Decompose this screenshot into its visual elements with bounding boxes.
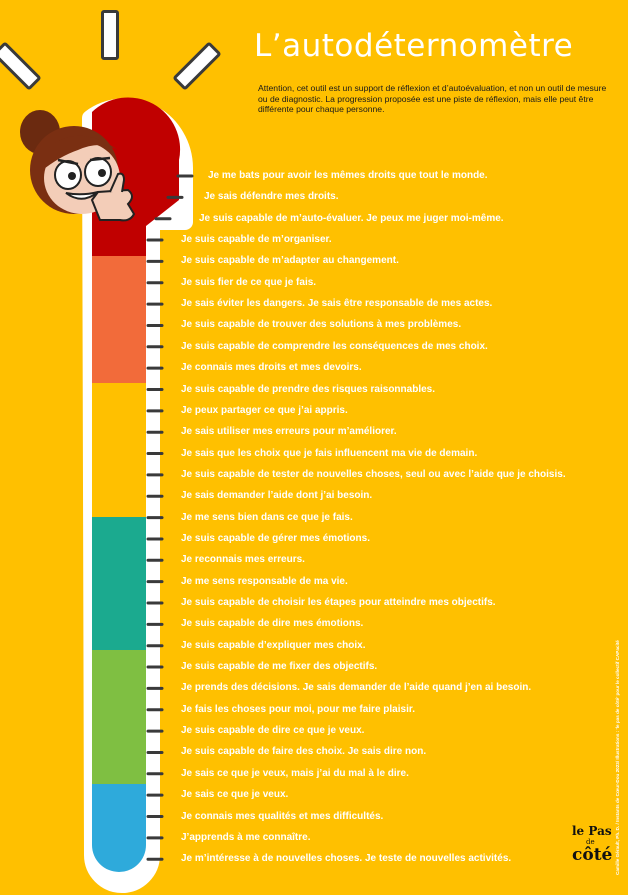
level-item: Je me sens bien dans ce que je fais. [181, 511, 353, 523]
level-item: Je suis capable de gérer mes émotions. [181, 532, 370, 544]
level-item: J’apprends à me connaître. [181, 831, 311, 843]
level-item: Je suis capable de choisir les étapes pour atteindre mes objectifs. [181, 597, 496, 608]
level-item: Je suis capable de trouver des solutions à mes problèmes. [181, 319, 462, 331]
level-item: Je suis capable de faire des choix. Je sais dire non. [181, 746, 427, 758]
level-item: Je suis capable de m’organiser. [181, 234, 332, 246]
level-item: Je sais éviter les dangers. Je sais être responsable de mes actes. [181, 298, 493, 310]
level-item: Je fais les choses pour moi, pour me faire plaisir. [181, 703, 415, 715]
level-item: Je suis capable d’expliquer mes choix. [181, 639, 366, 651]
level-item: Je suis capable de tester de nouvelles choses, seul ou avec l’aide que je choisis. [181, 468, 566, 480]
zone-blue [92, 784, 146, 872]
zone-teal [92, 517, 146, 650]
level-item: Je sais ce que je veux, mais j’ai du mal à le dire. [181, 767, 409, 779]
zone-green [92, 650, 146, 784]
level-item: Je peux partager ce que j’ai appris. [181, 404, 348, 416]
le-pas-de-cote-logo [572, 825, 618, 875]
level-item: Je m’intéresse à de nouvelles choses. Je teste de nouvelles activités. [181, 853, 512, 865]
level-item: Je me bats pour avoir les mêmes droits que tout le monde. [208, 170, 488, 181]
level-item: Je suis capable de m’auto-évaluer. Je peux me juger moi-même. [199, 212, 504, 224]
zone-orange [92, 256, 146, 383]
level-item: Je reconnais mes erreurs. [181, 554, 305, 566]
logo-line-3: côté [572, 845, 613, 865]
level-item: Je suis fier de ce que je fais. [181, 276, 317, 288]
level-item: Je suis capable de prendre des risques raisonnables. [181, 383, 435, 395]
logo-line-2: de [586, 838, 595, 846]
level-item: Je suis capable de dire mes émotions. [181, 618, 364, 630]
level-item: Je sais défendre mes droits. [204, 191, 339, 203]
level-item: Je connais mes qualités et mes difficultés. [181, 810, 384, 822]
page-title: L’autodéternomètre [254, 28, 574, 64]
credit-text: Camille Gérault, Ph. D. / Instants de Cœur-Dou 2023/ Illustrations : ‘le pas de côté’ pour le collectif CAPacité [615, 640, 620, 875]
level-item: Je suis capable de dire ce que je veux. [181, 725, 365, 737]
intro-text: Attention, cet outil est un support de réflexion et d’autoévaluation, et non un outil de mesure ou de diagnostic. La progression proposée est une piste de réflexion, mais elle peut être différente pour chaque personne. [258, 83, 607, 115]
level-item: Je suis capable de m’adapter au changement. [181, 255, 399, 267]
logo-line-1: le Pas [572, 824, 612, 838]
level-item: Je sais que les choix que je fais influencent ma vie de demain. [181, 447, 478, 459]
level-item: Je sais ce que je veux. [181, 789, 289, 801]
level-item: Je sais demander l’aide dont j’ai besoin. [181, 490, 373, 502]
level-item: Je sais utiliser mes erreurs pour m’améliorer. [181, 426, 397, 438]
level-item: Je suis capable de me fixer des objectifs. [181, 661, 378, 673]
level-item: Je suis capable de comprendre les conséquences de mes choix. [181, 340, 488, 352]
zone-yellow [92, 383, 146, 517]
level-item: Je me sens responsable de ma vie. [181, 575, 348, 587]
level-item: Je prends des décisions. Je sais demander de l’aide quand j’en ai besoin. [181, 682, 532, 694]
level-item: Je connais mes droits et mes devoirs. [181, 362, 362, 374]
